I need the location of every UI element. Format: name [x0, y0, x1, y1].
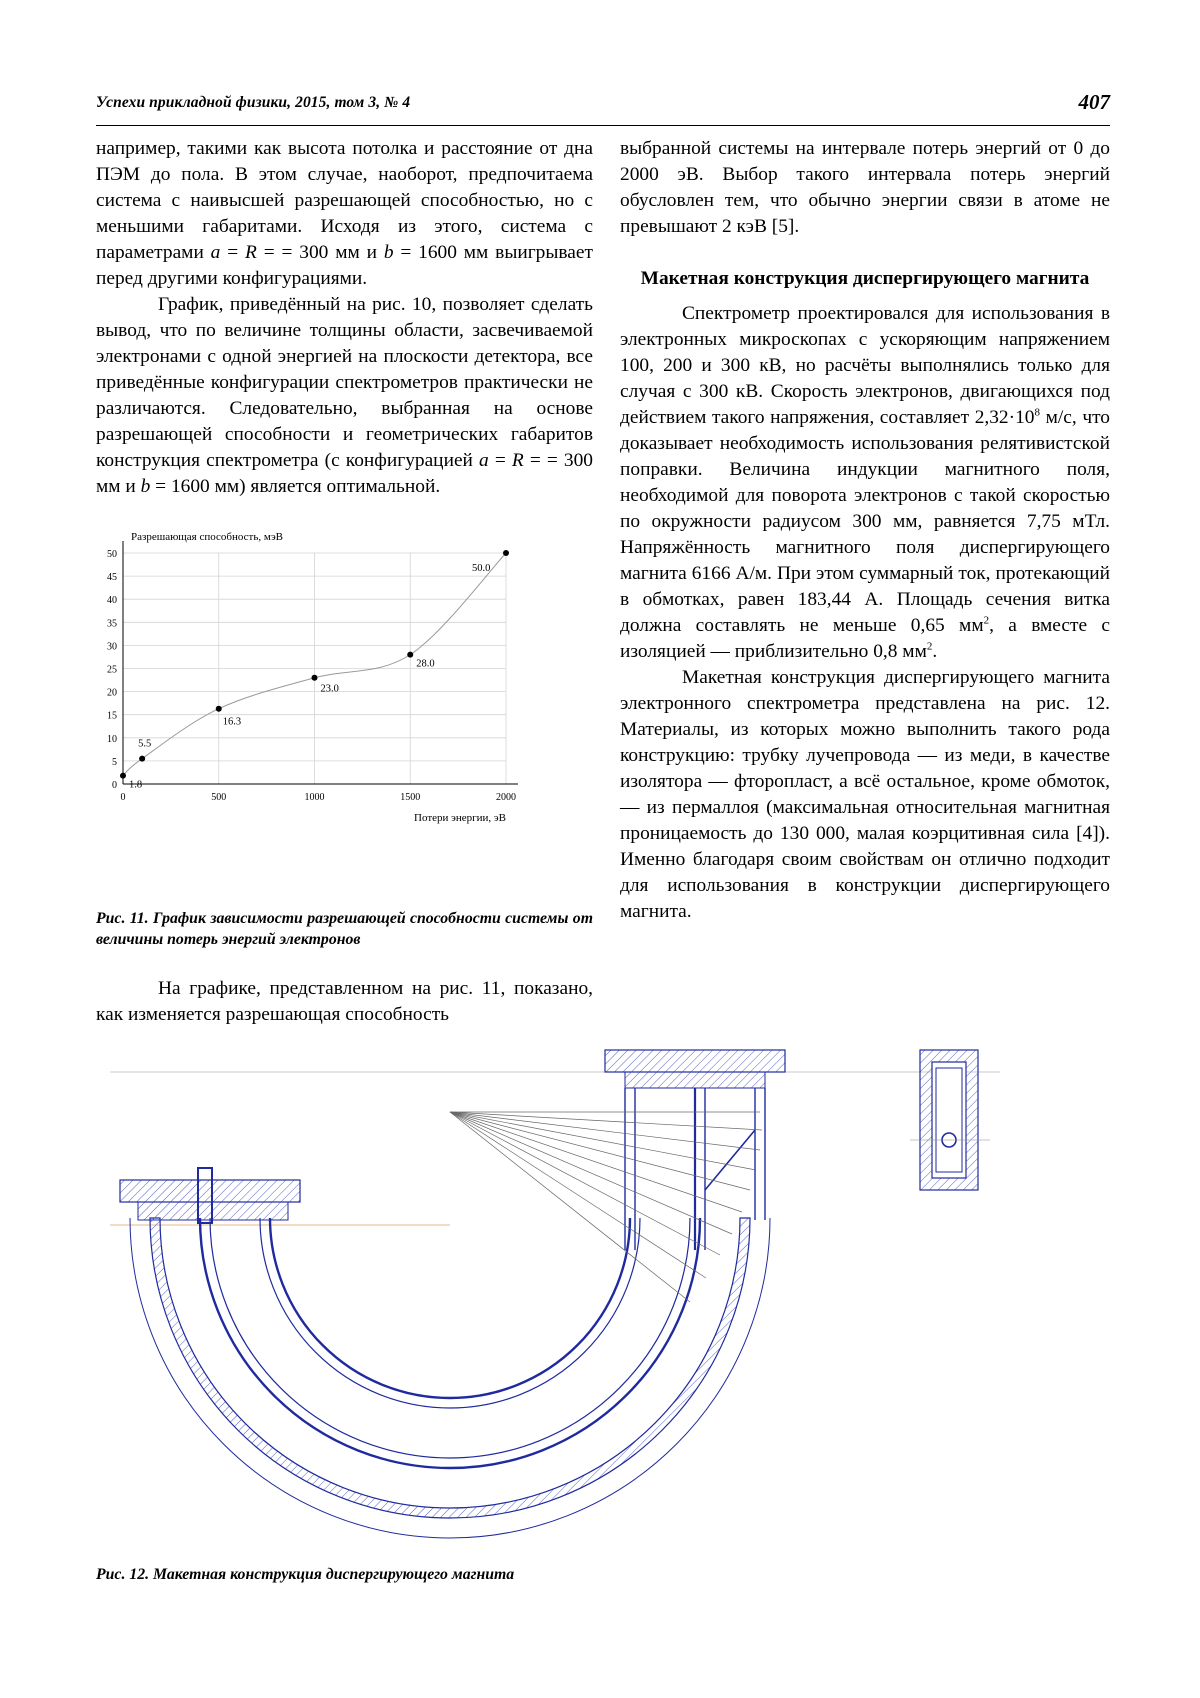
data-label: 50.0	[472, 563, 491, 574]
page-number: 407	[1078, 90, 1110, 114]
paragraph: например, такими как высота потолка и расстояние от дна ПЭМ до пола. В этом случае, наоборот, предпочитаема система с наивысшей разрешающей способностью, но с меньшими габаритами. Исходя из этого, система с параметрами a = R = = 300 мм и b = 1600 мм выигрывает перед другими конфигурациями.	[96, 138, 593, 289]
y-tick-label: 50	[107, 549, 117, 560]
x-tick-label: 2000	[496, 792, 516, 803]
left-column-bottom	[96, 976, 593, 1028]
data-point	[216, 706, 222, 712]
x-tick-label: 500	[211, 792, 227, 803]
magnet-outline	[110, 1050, 1000, 1538]
x-tick-label: 1500	[400, 792, 421, 803]
x-tick-label: 0	[120, 792, 126, 803]
y-axis-label: Разрешающая способность, мэВ	[131, 531, 284, 543]
y-tick-label: 0	[112, 780, 117, 791]
data-label: 28.0	[416, 658, 435, 670]
left-column-top	[96, 136, 593, 500]
header-rule	[96, 125, 1110, 126]
paragraph: График, приведённый на рис. 10, позволяет сделать вывод, что по величине толщины области, засвечиваемой электронами с одной энергией на плоскости детектора, все приведённые конфигурации спектрометров практически не различаются. Следовательно, выбранная на основе разрешающей способности и геометрических габаритов конструкция спектрометра (с конфигурацией a = R = = 300 мм и b = 1600 мм) является оптимальной.	[96, 294, 593, 497]
y-tick-label: 45	[107, 572, 117, 584]
y-tick-label: 20	[107, 687, 117, 699]
data-point	[312, 675, 318, 681]
figure-12-caption: Рис. 12. Макетная конструкция диспергирующего магнита	[96, 1566, 515, 1583]
data-point	[120, 773, 126, 779]
x-tick-label: 1000	[304, 792, 325, 803]
data-point	[503, 550, 509, 556]
y-tick-label: 10	[107, 733, 117, 745]
data-label: 23.0	[320, 683, 339, 695]
y-tick-label: 15	[107, 710, 117, 722]
data-point	[407, 652, 413, 658]
paragraph: Макетная конструкция диспергирующего магнита электронного спектрометра представлена на рис. 12. Материалы, из которых можно выполнить такого рода конструкцию: трубку лучепровода — из меди, в качестве изолятора — фторопласт, а всё остальное, кроме обмоток, — из пермаллоя (максимальная относительная магнитная проницаемость до 130 000, малая коэрцитивная сила [4]). Именно благодаря своим свойствам он отлично подходит для использования в конструкции диспергирующего магнита.	[620, 667, 1110, 922]
y-tick-label: 30	[107, 641, 117, 653]
data-label: 16.3	[222, 716, 242, 728]
paragraph: На графике, представленном на рис. 11, показано, как изменяется разрешающая способность	[96, 978, 593, 1025]
paragraph: выбранной системы на интервале потерь энергий от 0 до 2000 эВ. Выбор такого интервала потерь энергий обусловлен тем, что обычно энергии связи в атоме не превышают 2 кэВ [5].	[620, 138, 1110, 237]
magnet-drawing	[110, 1050, 1100, 1550]
resolution-chart	[96, 531, 593, 888]
page-header	[96, 90, 1110, 120]
y-tick-label: 40	[107, 595, 117, 607]
data-label: 5.5	[138, 738, 152, 750]
y-tick-label: 25	[107, 664, 117, 676]
y-tick-label: 35	[107, 618, 117, 630]
journal-title: Успехи прикладной физики, 2015, том 3, № 4	[96, 94, 411, 111]
section-title: Макетная конструкция диспергирующего магнита	[640, 268, 1090, 289]
figure-11-caption: Рис. 11. График зависимости разрешающей способности системы от величины потерь энергий электронов	[96, 910, 593, 948]
right-column	[620, 136, 1110, 925]
data-label: 1.8	[129, 779, 143, 791]
x-axis-label: Потери энергии, эВ	[414, 812, 506, 824]
y-tick-label: 5	[112, 756, 117, 768]
paragraph: Спектрометр проектировался для использования в электронных микроскопах с ускоряющим напряжением 100, 200 и 300 кВ, но расчёты выполнялись только для случая с 300 кВ. Скорость электронов, двигающихся под действием такого напряжения, составляет $2,32\cdot 10^8$ м/с, что доказывает необходимость использования релятивистской поправки. Величина индукции магнитного поля, необходимой для поворота электронов с такой скоростью по окружности радиусом 300 мм, равняется 7,75 мТл. Напряжённость магнитного поля диспергирующего магнита 6166 А/м. При этом суммарный ток, протекающий в обмотках, равен 183,44 А. Площадь сечения витка должна составлять не меньше 0,65 $мм^2$, а вместе с изоляцией — приблизительно 0,8 $мм^2$.	[620, 303, 1110, 662]
data-point	[139, 756, 145, 762]
